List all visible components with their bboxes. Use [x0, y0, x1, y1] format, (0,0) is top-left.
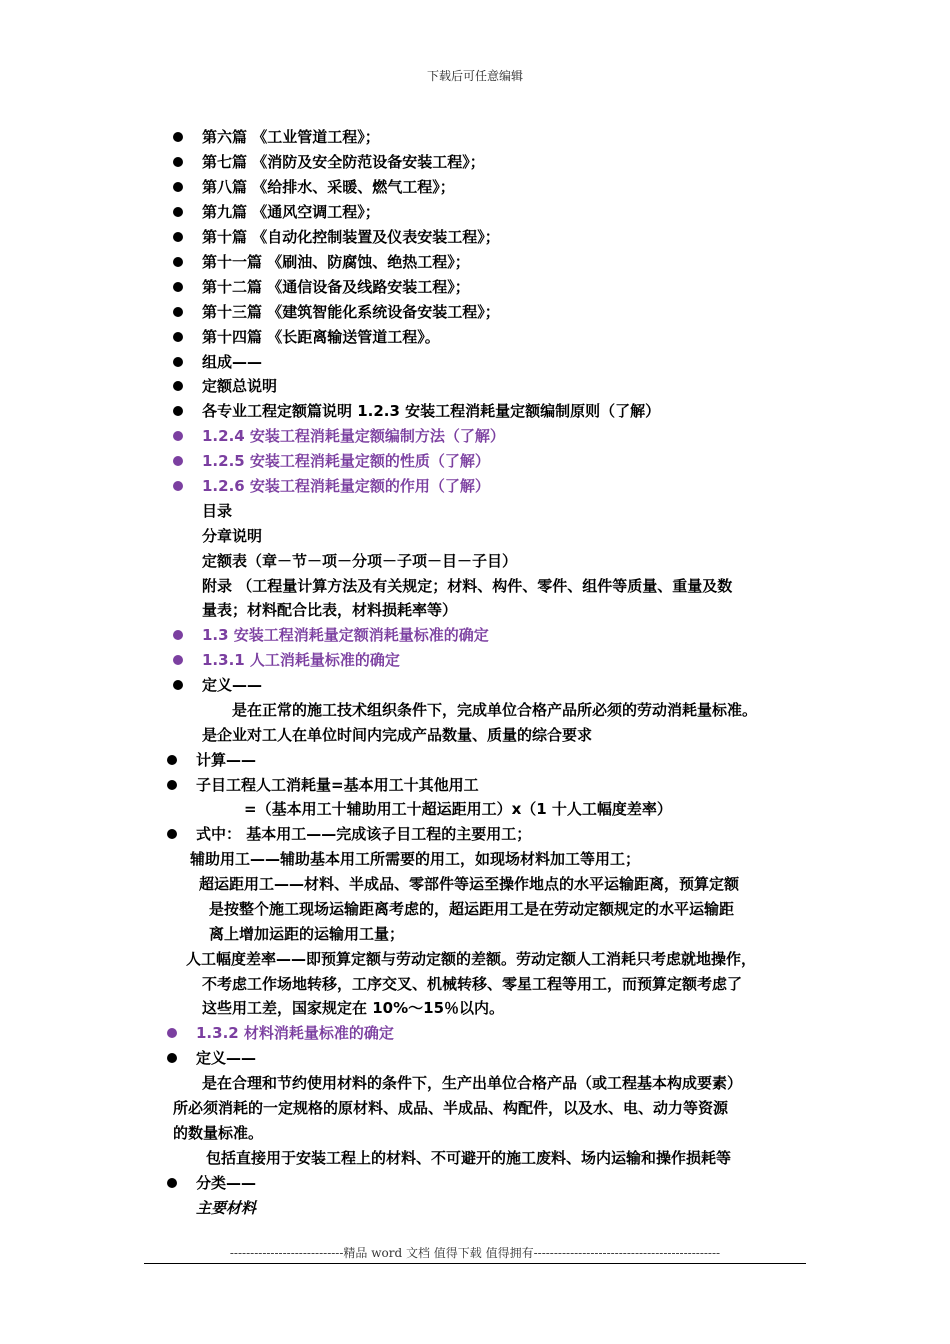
text-line: 第十四篇 《长距离输送管道工程》。: [202, 328, 440, 346]
text-line: 1.2.4 安装工程消耗量定额编制方法（了解）: [202, 427, 505, 445]
text-line: 1.3.2 材料消耗量标准的确定: [196, 1024, 394, 1042]
text-line: 定义——: [202, 676, 263, 694]
text-line: 子目工程人工消耗量=基本用工十其他用工: [196, 776, 479, 794]
bullet-icon: [173, 431, 183, 441]
bullet-icon: [173, 257, 183, 267]
text-line: 第十二篇 《通信设备及线路安装工程》；: [202, 278, 470, 296]
bullet-icon: [173, 680, 183, 690]
bullet-icon: [173, 282, 183, 292]
text-line: 定义——: [196, 1049, 257, 1067]
text-line: 主要材料: [196, 1199, 257, 1217]
bullet-icon: [173, 307, 183, 317]
page-header: 下载后可任意编辑: [426, 69, 523, 83]
bullet-icon: [173, 232, 183, 242]
text-line: 计算——: [196, 751, 257, 769]
text-line: 包括直接用于安装工程上的材料、不可避开的施工废料、场内运输和操作损耗等: [206, 1149, 732, 1167]
text-line: 的数量标准。: [173, 1124, 264, 1142]
text-line: 辅助用工——辅助基本用工所需要的用工，如现场材料加工等用工；: [190, 850, 641, 868]
text-line: 是企业对工人在单位时间内完成产品数量、质量的综合要求: [202, 726, 593, 744]
text-line: 1.3.1 人工消耗量标准的确定: [202, 651, 400, 669]
text-line: 1.2.6 安装工程消耗量定额的作用（了解）: [202, 477, 490, 495]
page-footer: ----------------------------精品 word 文档 值得下载 值得拥有----------------------------------------------: [229, 1246, 721, 1260]
text-line: 是在合理和节约使用材料的条件下，生产出单位合格产品（或工程基本构成要素）: [202, 1074, 743, 1092]
text-line: 定额表（章－节－项－分项－子项－目－子目）: [202, 552, 518, 570]
text-line: 人工幅度差率——即预算定额与劳动定额的差额。劳动定额人工消耗只考虑就地操作，: [186, 950, 757, 968]
bullet-icon: [173, 630, 183, 640]
text-line: 量表；材料配合比表，材料损耗率等）: [202, 601, 458, 619]
text-line: 1.3 安装工程消耗量定额消耗量标准的确定: [202, 626, 489, 644]
text-line: 第九篇 《通风空调工程》；: [202, 203, 380, 221]
text-line: 第十篇 《自动化控制装置及仪表安装工程》；: [202, 228, 500, 246]
bullet-icon: [173, 332, 183, 342]
bullet-icon: [167, 1028, 177, 1038]
bullet-icon: [167, 1053, 177, 1063]
text-line: 第七篇 《消防及安全防范设备安装工程》；: [202, 153, 485, 171]
text-line: 定额总说明: [202, 377, 278, 395]
text-line: 1.2.5 安装工程消耗量定额的性质（了解）: [202, 452, 490, 470]
bullet-icon: [173, 481, 183, 491]
bullet-icon: [167, 780, 177, 790]
footer-divider: [144, 1263, 806, 1264]
bullet-icon: [167, 755, 177, 765]
text-line: 第十三篇 《建筑智能化系统设备安装工程》；: [202, 303, 500, 321]
text-line: 离上增加运距的运输用工量；: [209, 925, 405, 943]
text-line: 各专业工程定额篇说明 1.2.3 安装工程消耗量定额编制原则（了解）: [202, 402, 661, 420]
bullet-icon: [167, 1178, 177, 1188]
text-line: 所必须消耗的一定规格的原材料、成品、半成品、构配件，以及水、电、动力等资源: [173, 1099, 729, 1117]
bullet-icon: [173, 207, 183, 217]
text-line: 是按整个施工现场运输距离考虑的，超运距用工是在劳动定额规定的水平运输距: [209, 900, 735, 918]
text-line: 第八篇 《给排水、采暖、燃气工程》；: [202, 178, 455, 196]
bullet-icon: [173, 456, 183, 466]
text-line: 这些用工差，国家规定在 10%～15％以内。: [202, 999, 505, 1017]
text-line: 组成——: [202, 353, 263, 371]
text-line: 不考虑工作场地转移，工序交叉、机械转移、零星工程等用工，而预算定额考虑了: [202, 975, 743, 993]
text-line: 超运距用工——材料、半成品、零部件等运至操作地点的水平运输距离，预算定额: [199, 875, 740, 893]
bullet-icon: [173, 655, 183, 665]
text-line: 第十一篇 《刷油、防腐蚀、绝热工程》；: [202, 253, 470, 271]
bullet-icon: [173, 182, 183, 192]
text-line: 是在正常的施工技术组织条件下，完成单位合格产品所必须的劳动消耗量标准。: [232, 701, 758, 719]
text-line: =（基本用工十辅助用工十超运距用工）x（1 十人工幅度差率）: [244, 800, 672, 818]
text-line: 目录: [202, 502, 233, 520]
bullet-icon: [173, 132, 183, 142]
text-line: 分类——: [196, 1174, 257, 1192]
text-line: 分章说明: [202, 527, 263, 545]
text-line: 附录 （工程量计算方法及有关规定；材料、构件、零件、组件等质量、重量及数: [202, 577, 733, 595]
bullet-icon: [173, 357, 183, 367]
text-line: 式中： 基本用工——完成该子目工程的主要用工；: [196, 825, 532, 843]
text-line: 第六篇 《工业管道工程》；: [202, 128, 380, 146]
bullet-icon: [167, 829, 177, 839]
bullet-icon: [173, 406, 183, 416]
bullet-icon: [173, 381, 183, 391]
bullet-icon: [173, 157, 183, 167]
